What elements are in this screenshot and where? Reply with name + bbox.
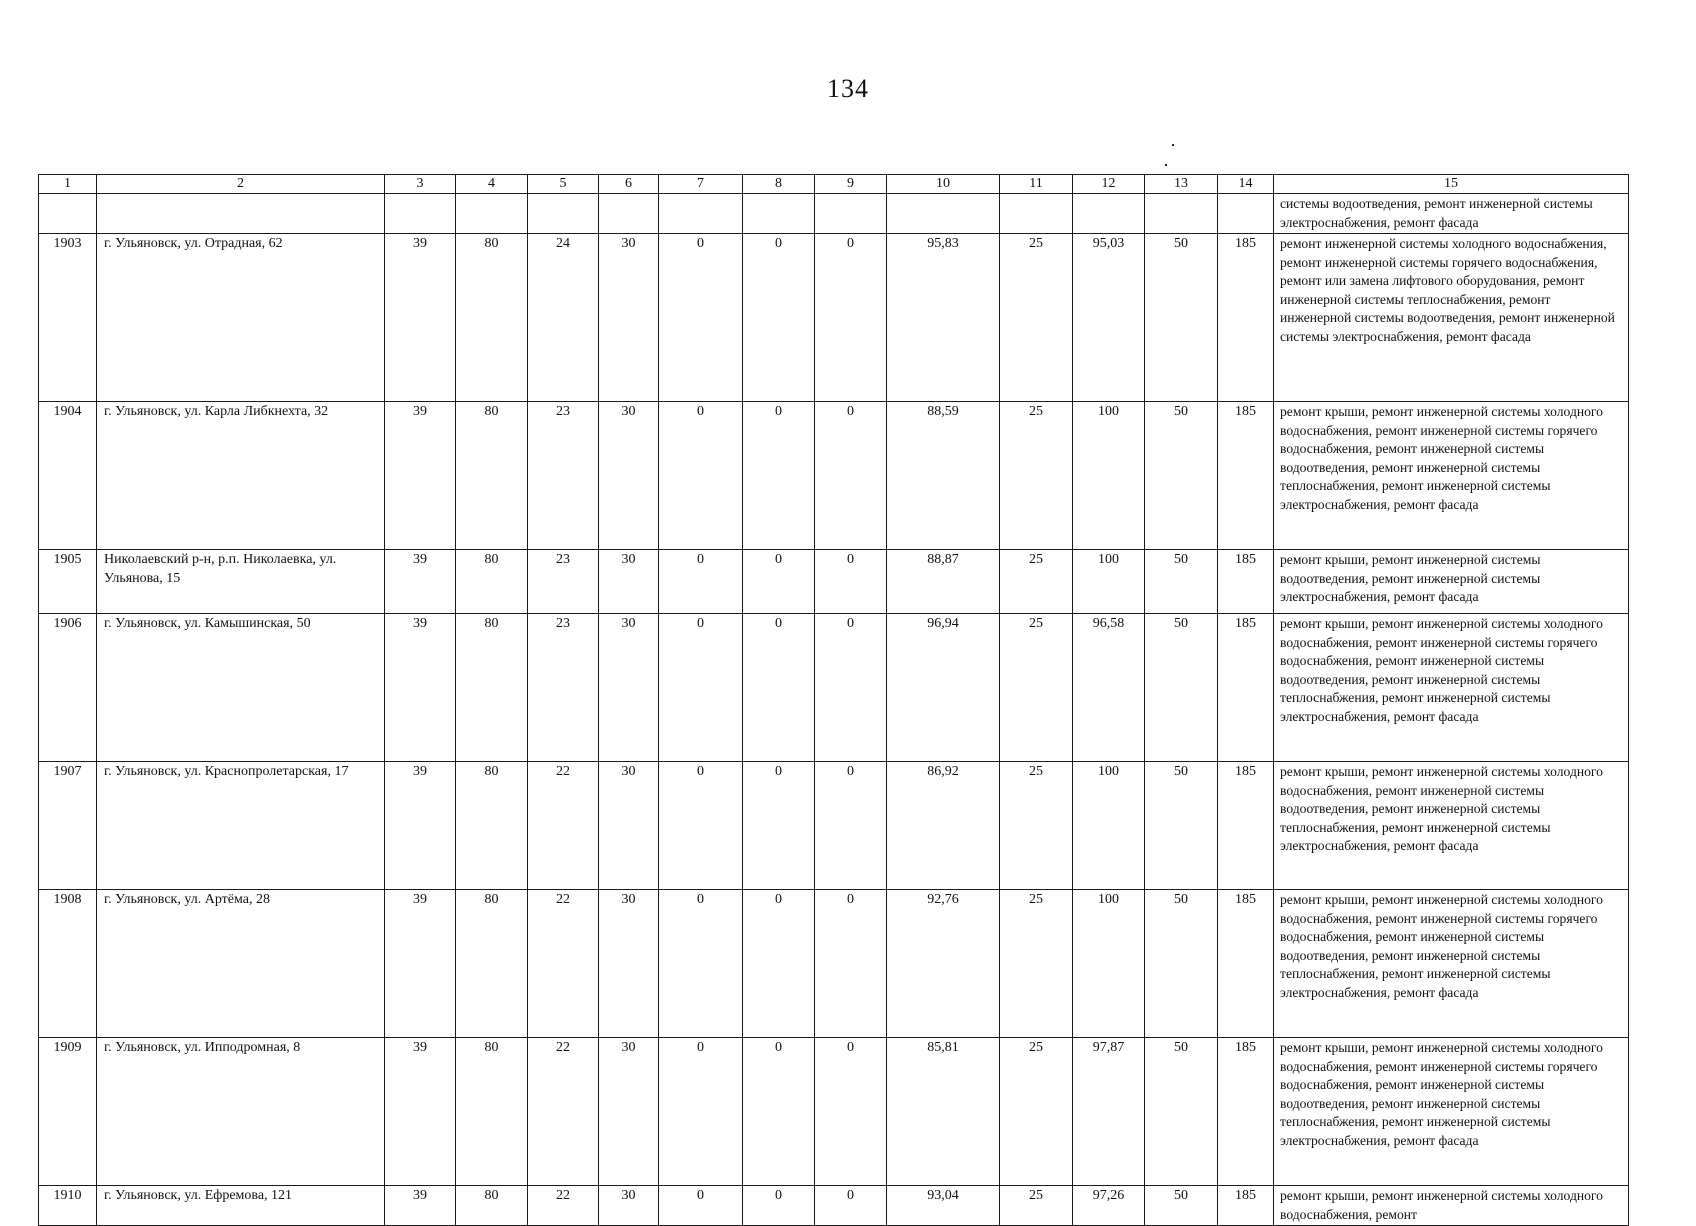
value-cell: 80 (456, 402, 528, 550)
column-header: 10 (887, 175, 1000, 194)
column-header: 8 (743, 175, 815, 194)
table-row (39, 1186, 1629, 1226)
row-number-cell: 1903 (39, 234, 97, 402)
value-cell: 30 (599, 1186, 659, 1226)
value-cell: 86,92 (887, 762, 1000, 890)
value-cell: 96,58 (1073, 614, 1145, 762)
value-cell: 0 (815, 890, 887, 1038)
value-cell: 0 (659, 1038, 743, 1186)
column-header: 7 (659, 175, 743, 194)
value-cell: 50 (1145, 550, 1218, 614)
value-cell: 25 (1000, 890, 1073, 1038)
value-cell: 88,87 (887, 550, 1000, 614)
value-cell: 30 (599, 762, 659, 890)
value-cell: 22 (528, 762, 599, 890)
value-cell: 25 (1000, 234, 1073, 402)
value-cell: 22 (528, 1038, 599, 1186)
column-header: 9 (815, 175, 887, 194)
row-number-cell: 1910 (39, 1186, 97, 1226)
column-header: 3 (385, 175, 456, 194)
value-cell: 100 (1073, 890, 1145, 1038)
value-cell: 23 (528, 614, 599, 762)
value-cell: 39 (385, 550, 456, 614)
value-cell: 30 (599, 402, 659, 550)
value-cell: 22 (528, 1186, 599, 1226)
table-row (39, 614, 1629, 762)
works-cell: ремонт крыши, ремонт инженерной системы водоотведения, ремонт инженерной системы электроснабжения, ремонт фасада (1274, 550, 1629, 614)
value-cell: 100 (1073, 550, 1145, 614)
column-header: 15 (1274, 175, 1629, 194)
value-cell: 0 (815, 234, 887, 402)
value-cell: 80 (456, 762, 528, 890)
value-cell: 30 (599, 234, 659, 402)
value-cell: 0 (659, 402, 743, 550)
value-cell: 100 (1073, 402, 1145, 550)
repair-program-table (38, 174, 1629, 1226)
column-number-row (39, 175, 1629, 194)
value-cell: 185 (1218, 614, 1274, 762)
value-cell: 30 (599, 890, 659, 1038)
value-cell: 185 (1218, 890, 1274, 1038)
column-header: 6 (599, 175, 659, 194)
value-cell: 23 (528, 550, 599, 614)
table-row (39, 1038, 1629, 1186)
value-cell: 0 (815, 402, 887, 550)
value-cell: 97,87 (1073, 1038, 1145, 1186)
address-cell: г. Ульяновск, ул. Камышинская, 50 (97, 614, 385, 762)
table-row (39, 550, 1629, 614)
table-row (39, 234, 1629, 402)
address-cell: г. Ульяновск, ул. Краснопролетарская, 17 (97, 762, 385, 890)
value-cell: 0 (659, 762, 743, 890)
value-cell: 93,04 (887, 1186, 1000, 1226)
value-cell: 88,59 (887, 402, 1000, 550)
value-cell: 50 (1145, 1038, 1218, 1186)
column-header: 11 (1000, 175, 1073, 194)
row-number-cell: 1908 (39, 890, 97, 1038)
value-cell: 0 (815, 614, 887, 762)
column-header: 5 (528, 175, 599, 194)
value-cell: 185 (1218, 1186, 1274, 1226)
value-cell: 39 (385, 1186, 456, 1226)
value-cell: 39 (385, 1038, 456, 1186)
value-cell: 39 (385, 762, 456, 890)
row-number-cell: 1905 (39, 550, 97, 614)
value-cell: 0 (743, 550, 815, 614)
works-cell: ремонт крыши, ремонт инженерной системы холодного водоснабжения, ремонт инженерной системы горячего водоснабжения, ремонт инженерной системы водоотведения, ремонт инженерной системы теплоснабжения, ремонт инженерной системы электроснабжения, ремонт фасада (1274, 402, 1629, 550)
value-cell: 96,94 (887, 614, 1000, 762)
value-cell: 0 (743, 762, 815, 890)
repair-program-table-wrapper (38, 174, 1628, 1226)
value-cell: 25 (1000, 1186, 1073, 1226)
address-cell: г. Ульяновск, ул. Ефремова, 121 (97, 1186, 385, 1226)
row-number-cell: 1907 (39, 762, 97, 890)
address-cell: г. Ульяновск, ул. Карла Либкнехта, 32 (97, 402, 385, 550)
value-cell: 0 (659, 234, 743, 402)
works-cell: ремонт инженерной системы холодного водоснабжения, ремонт инженерной системы горячего водоснабжения, ремонт или замена лифтового оборудования, ремонт инженерной системы теплоснабжения, ремонт инженерной системы водоотведения, ремонт инженерной системы электроснабжения, ремонт фасада (1274, 234, 1629, 402)
value-cell: 0 (815, 762, 887, 890)
value-cell: 85,81 (887, 1038, 1000, 1186)
scan-speck (1165, 164, 1167, 166)
continuation-row (39, 194, 1629, 234)
value-cell: 0 (743, 234, 815, 402)
value-cell: 50 (1145, 762, 1218, 890)
value-cell: 95,83 (887, 234, 1000, 402)
column-header: 12 (1073, 175, 1145, 194)
value-cell: 50 (1145, 234, 1218, 402)
value-cell: 30 (599, 550, 659, 614)
value-cell: 50 (1145, 614, 1218, 762)
value-cell: 100 (1073, 762, 1145, 890)
value-cell: 0 (659, 550, 743, 614)
value-cell: 0 (659, 890, 743, 1038)
value-cell: 0 (743, 1038, 815, 1186)
value-cell: 80 (456, 234, 528, 402)
address-cell: г. Ульяновск, ул. Артёма, 28 (97, 890, 385, 1038)
value-cell: 0 (659, 614, 743, 762)
scan-speck (1172, 144, 1174, 146)
value-cell: 185 (1218, 762, 1274, 890)
value-cell: 39 (385, 614, 456, 762)
column-header: 2 (97, 175, 385, 194)
value-cell: 50 (1145, 402, 1218, 550)
value-cell: 30 (599, 1038, 659, 1186)
row-number-cell: 1906 (39, 614, 97, 762)
value-cell: 80 (456, 614, 528, 762)
address-cell: Николаевский р-н, р.п. Николаевка, ул. Ульянова, 15 (97, 550, 385, 614)
value-cell: 23 (528, 402, 599, 550)
value-cell: 25 (1000, 762, 1073, 890)
value-cell: 185 (1218, 402, 1274, 550)
value-cell: 39 (385, 890, 456, 1038)
value-cell: 0 (743, 402, 815, 550)
column-header: 1 (39, 175, 97, 194)
value-cell: 0 (815, 1186, 887, 1226)
works-cell: ремонт крыши, ремонт инженерной системы холодного водоснабжения, ремонт инженерной системы горячего водоснабжения, ремонт инженерной системы водоотведения, ремонт инженерной системы теплоснабжения, ремонт инженерной системы электроснабжения, ремонт фасада (1274, 1038, 1629, 1186)
value-cell: 0 (743, 1186, 815, 1226)
column-header: 13 (1145, 175, 1218, 194)
value-cell: 25 (1000, 402, 1073, 550)
value-cell: 39 (385, 234, 456, 402)
value-cell: 0 (743, 614, 815, 762)
value-cell: 92,76 (887, 890, 1000, 1038)
address-cell: г. Ульяновск, ул. Отрадная, 62 (97, 234, 385, 402)
column-header: 4 (456, 175, 528, 194)
works-cell: ремонт крыши, ремонт инженерной системы холодного водоснабжения, ремонт инженерной системы водоотведения, ремонт инженерной системы теплоснабжения, ремонт инженерной системы электроснабжения, ремонт фасада (1274, 762, 1629, 890)
value-cell: 185 (1218, 1038, 1274, 1186)
works-cell: ремонт крыши, ремонт инженерной системы холодного водоснабжения, ремонт инженерной системы горячего водоснабжения, ремонт инженерной системы водоотведения, ремонт инженерной системы теплоснабжения, ремонт инженерной системы электроснабжения, ремонт фасада (1274, 890, 1629, 1038)
address-cell: г. Ульяновск, ул. Ипподромная, 8 (97, 1038, 385, 1186)
value-cell: 39 (385, 402, 456, 550)
table-row (39, 762, 1629, 890)
value-cell: 80 (456, 890, 528, 1038)
value-cell: 50 (1145, 1186, 1218, 1226)
works-cell: ремонт крыши, ремонт инженерной системы холодного водоснабжения, ремонт (1274, 1186, 1629, 1226)
table-row (39, 890, 1629, 1038)
value-cell: 95,03 (1073, 234, 1145, 402)
value-cell: 185 (1218, 550, 1274, 614)
works-cell: системы водоотведения, ремонт инженерной системы электроснабжения, ремонт фасада (1274, 194, 1629, 234)
row-number-cell: 1909 (39, 1038, 97, 1186)
value-cell: 50 (1145, 890, 1218, 1038)
value-cell: 80 (456, 550, 528, 614)
value-cell: 24 (528, 234, 599, 402)
value-cell: 25 (1000, 1038, 1073, 1186)
works-cell: ремонт крыши, ремонт инженерной системы холодного водоснабжения, ремонт инженерной системы горячего водоснабжения, ремонт инженерной системы водоотведения, ремонт инженерной системы теплоснабжения, ремонт инженерной системы электроснабжения, ремонт фасада (1274, 614, 1629, 762)
value-cell: 30 (599, 614, 659, 762)
value-cell: 0 (743, 890, 815, 1038)
value-cell: 97,26 (1073, 1186, 1145, 1226)
value-cell: 185 (1218, 234, 1274, 402)
value-cell: 25 (1000, 614, 1073, 762)
page-number: 134 (827, 74, 869, 103)
value-cell: 0 (815, 550, 887, 614)
row-number-cell: 1904 (39, 402, 97, 550)
column-header: 14 (1218, 175, 1274, 194)
value-cell: 25 (1000, 550, 1073, 614)
table-body (39, 234, 1629, 1226)
value-cell: 80 (456, 1038, 528, 1186)
value-cell: 80 (456, 1186, 528, 1226)
value-cell: 22 (528, 890, 599, 1038)
value-cell: 0 (815, 1038, 887, 1186)
value-cell: 0 (659, 1186, 743, 1226)
table-row (39, 402, 1629, 550)
